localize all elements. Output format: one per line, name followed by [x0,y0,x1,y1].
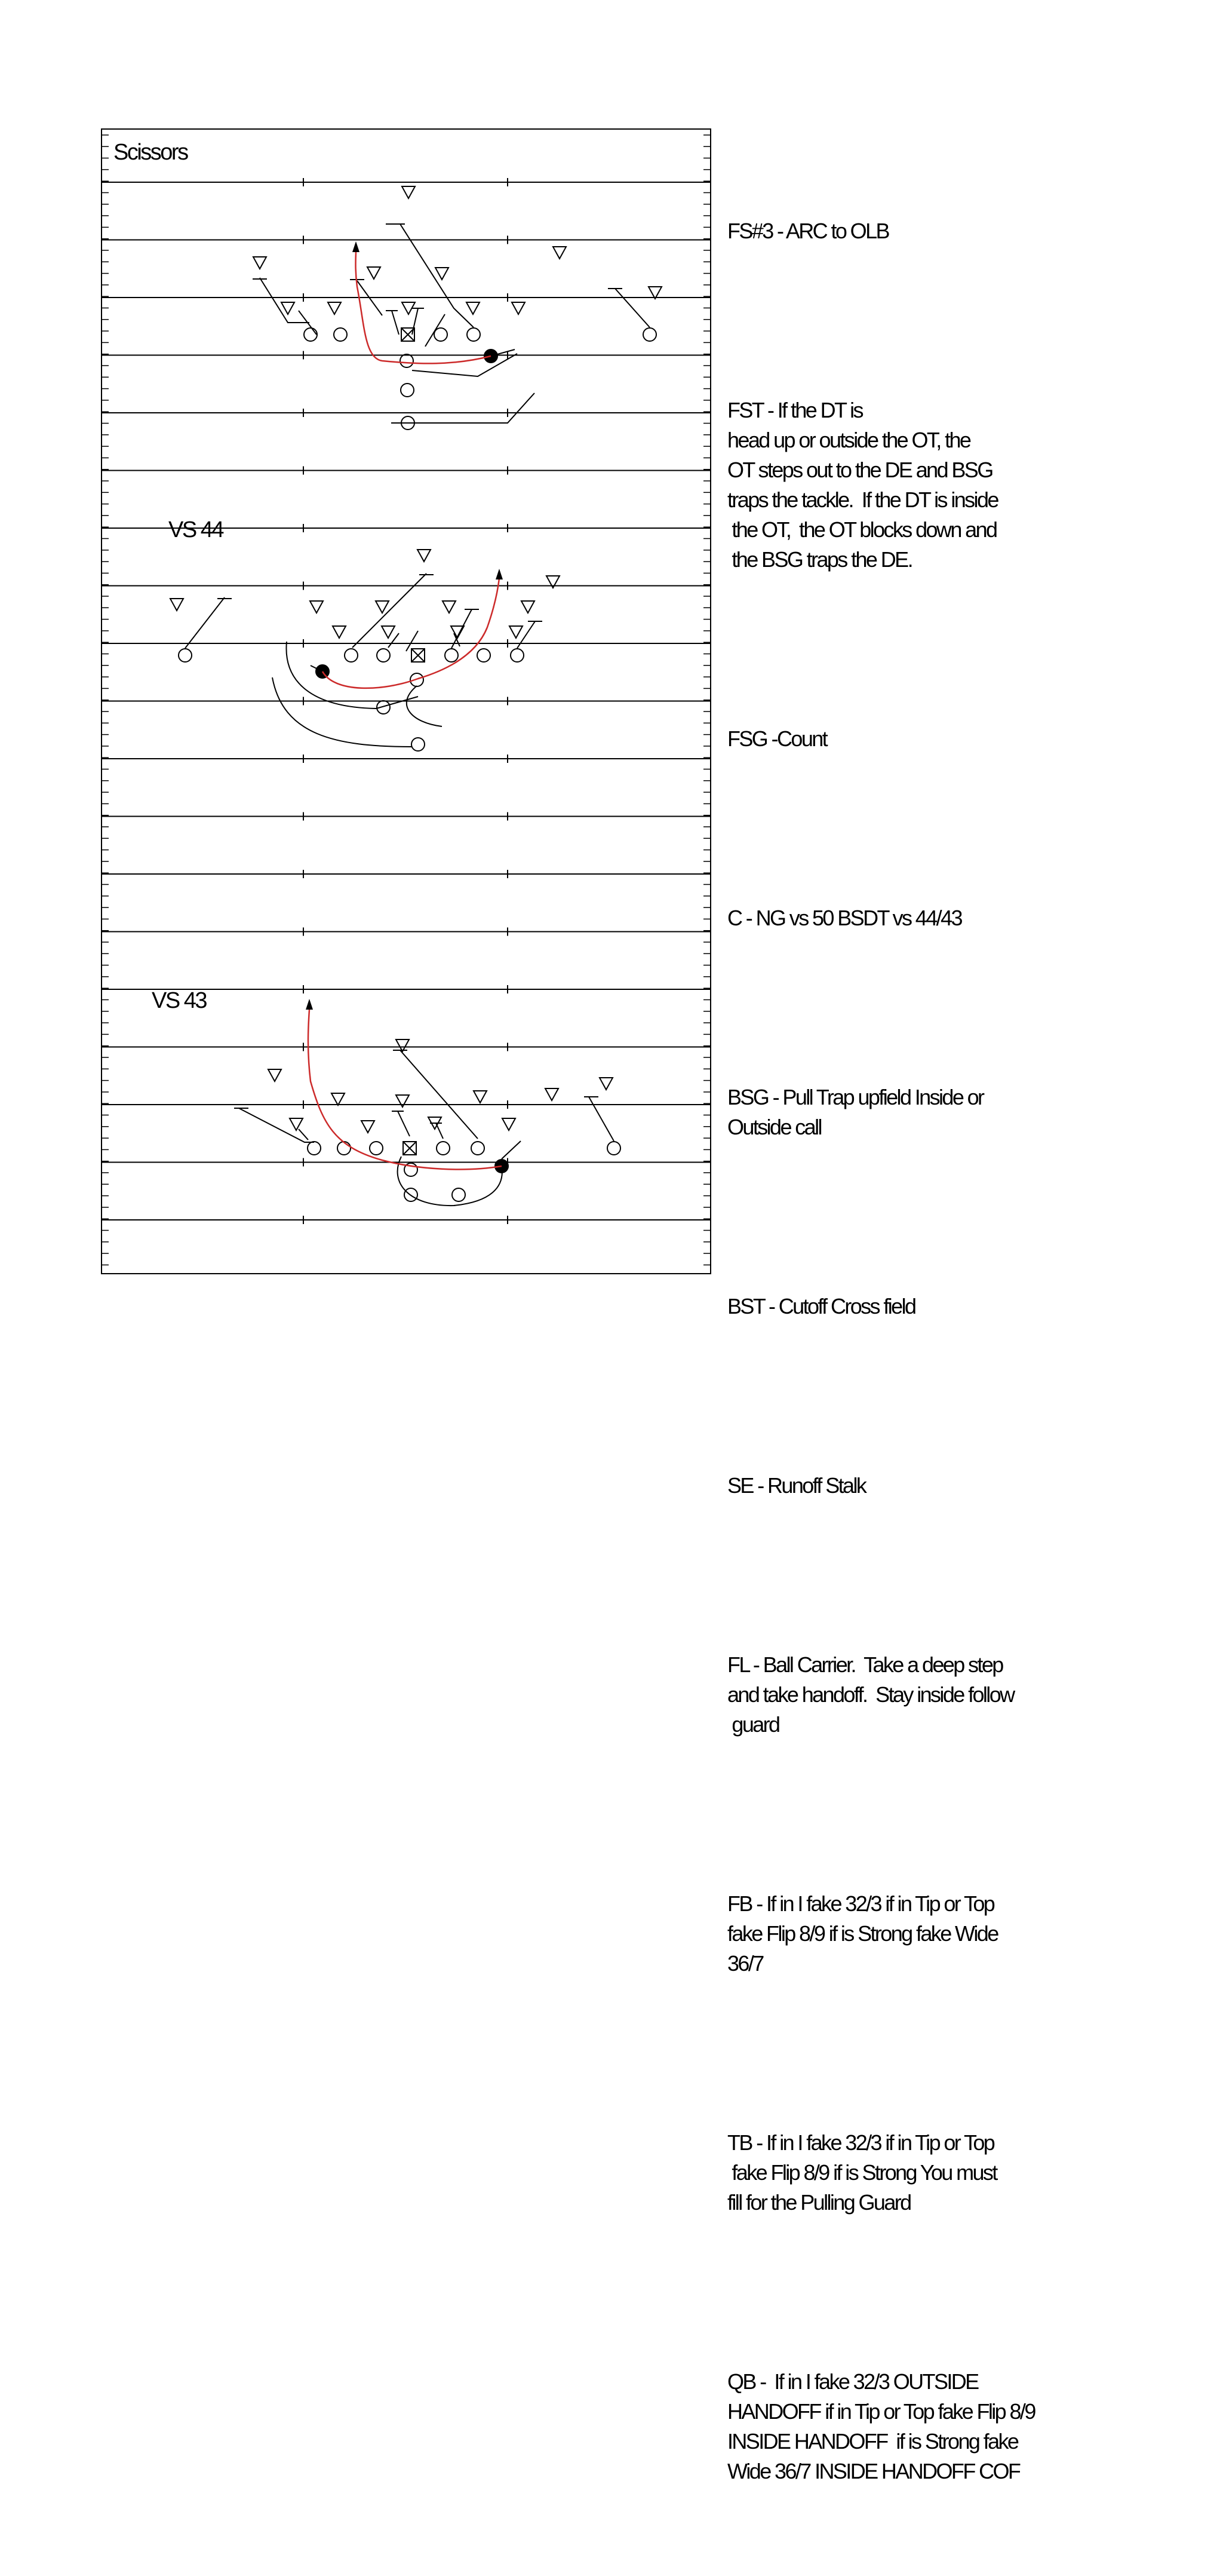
offensive-player-circle [179,649,192,662]
route-arrowhead [306,999,313,1010]
block-line [406,631,418,651]
defender-triangle [600,1078,613,1090]
block-line [412,354,517,376]
note-fb: FB - If in I fake 32/3 if in Tip or Top fake Flip 8/9 if is Strong fake Wide 36/7 [727,1891,998,1976]
block-line [286,642,418,709]
defender-triangle [402,186,415,198]
offensive-player-circle [308,1142,321,1155]
defender-triangle [367,267,380,279]
assignment-notes [727,157,1205,2576]
offensive-player-circle [400,354,413,367]
block-line [615,289,650,327]
offensive-player-circle [377,649,390,662]
defender-triangle [474,1091,487,1103]
note-qb: QB - If in I fake 32/3 OUTSIDE HANDOFF if in Tip or Top fake Flip 8/9 INSIDE HANDOFF if is Strong fake Wide 36/7 INSIDE HANDOFF COF [727,2369,1035,2483]
note-fs3: FS#3 - ARC to OLB [727,219,889,243]
note-bsg: BSG - Pull Trap upfield Inside or Outside call [727,1085,984,1139]
block-line [425,314,445,346]
defender-triangle [376,601,389,613]
block-line [239,1108,314,1142]
offensive-player-circle [452,1188,465,1201]
block-line [589,1097,614,1141]
offensive-player-circle [370,1142,383,1155]
block-line [272,677,412,747]
defender-triangle [417,550,431,562]
offensive-player-circle [401,384,414,397]
blocking-assignments [185,224,650,1206]
ball-carrier-route [308,1010,502,1169]
block-line [451,609,472,648]
offensive-player-circle [445,649,458,662]
route-arrowhead [352,241,359,252]
defender-triangle [281,302,294,314]
route-arrowhead [496,569,503,579]
offensive-player-circle [643,328,656,341]
defender-triangle [443,601,456,613]
defender-triangle [290,1118,303,1130]
defender-triangle [545,1088,558,1100]
defender-triangle [509,626,523,638]
defender-triangle [268,1069,281,1081]
defender-triangle [512,302,525,314]
block-line [185,597,225,648]
ball-carrier-routes [306,241,503,1169]
diagram-title-scissors: Scissors [113,140,188,165]
note-c: C - NG vs 50 BSDT vs 44/43 [727,906,961,930]
defender-triangle [435,268,448,280]
defender-triangle [361,1121,374,1133]
block-line [400,1050,478,1139]
offensive-player-circle [334,328,347,341]
offensive-player-circle [437,1142,450,1155]
block-line [398,1111,410,1136]
block-line [407,686,442,726]
offensive-player-circle [511,649,524,662]
offensive-player-circle [434,328,447,341]
defender-triangle [521,601,534,613]
offensive-player-circle [607,1142,620,1155]
block-line [436,1123,443,1139]
offensive-player-circle [477,649,490,662]
block-line [260,278,303,323]
offensive-player-circle [471,1142,484,1155]
block-line [299,1129,308,1140]
ball-carrier-route [322,578,499,688]
defender-triangle [328,302,341,314]
defender-triangle [331,1093,345,1105]
note-fst: FST - If the DT is head up or outside the OT, the OT steps out to the DE and BSG traps the tackle. If the DT is inside the OT, the OT blocks down and the BSG traps the DE. [727,398,998,572]
defender-triangle [253,257,266,269]
note-fl: FL - Ball Carrier. Take a deep step and take handoff. Stay inside follow guard [727,1652,1014,1737]
offensive-player-circle [411,738,425,751]
sideline-hash-marks-left [102,135,109,1265]
sideline-hash-marks-right [703,135,711,1265]
offensive-player-circle [345,649,358,662]
defender-triangle [466,302,480,314]
note-tb: TB - If in I fake 32/3 if in Tip or Top fake Flip 8/9 if is Strong You must fill for the Pulling Guard [727,2130,997,2215]
defender-triangle [310,601,323,613]
note-bst: BST - Cutoff Cross field [727,1294,915,1318]
block-line [392,311,399,335]
offensive-player-circle [337,1142,351,1155]
defender-triangle [333,626,346,638]
block-line [517,621,535,648]
diagram-title-vs-44: VS 44 [168,517,223,542]
offensive-player-circle [467,328,480,341]
note-se: SE - Runoff Stalk [727,1473,866,1498]
defender-triangle [170,599,183,611]
player-symbols [170,186,662,1201]
note-fsg: FSG -Count [727,726,827,751]
defender-triangle [382,626,395,638]
block-line [502,1141,521,1159]
defender-triangle [502,1118,515,1130]
offensive-player-circle [304,328,317,341]
diagram-title-vs-43: VS 43 [152,988,207,1013]
defender-triangle [553,247,566,259]
